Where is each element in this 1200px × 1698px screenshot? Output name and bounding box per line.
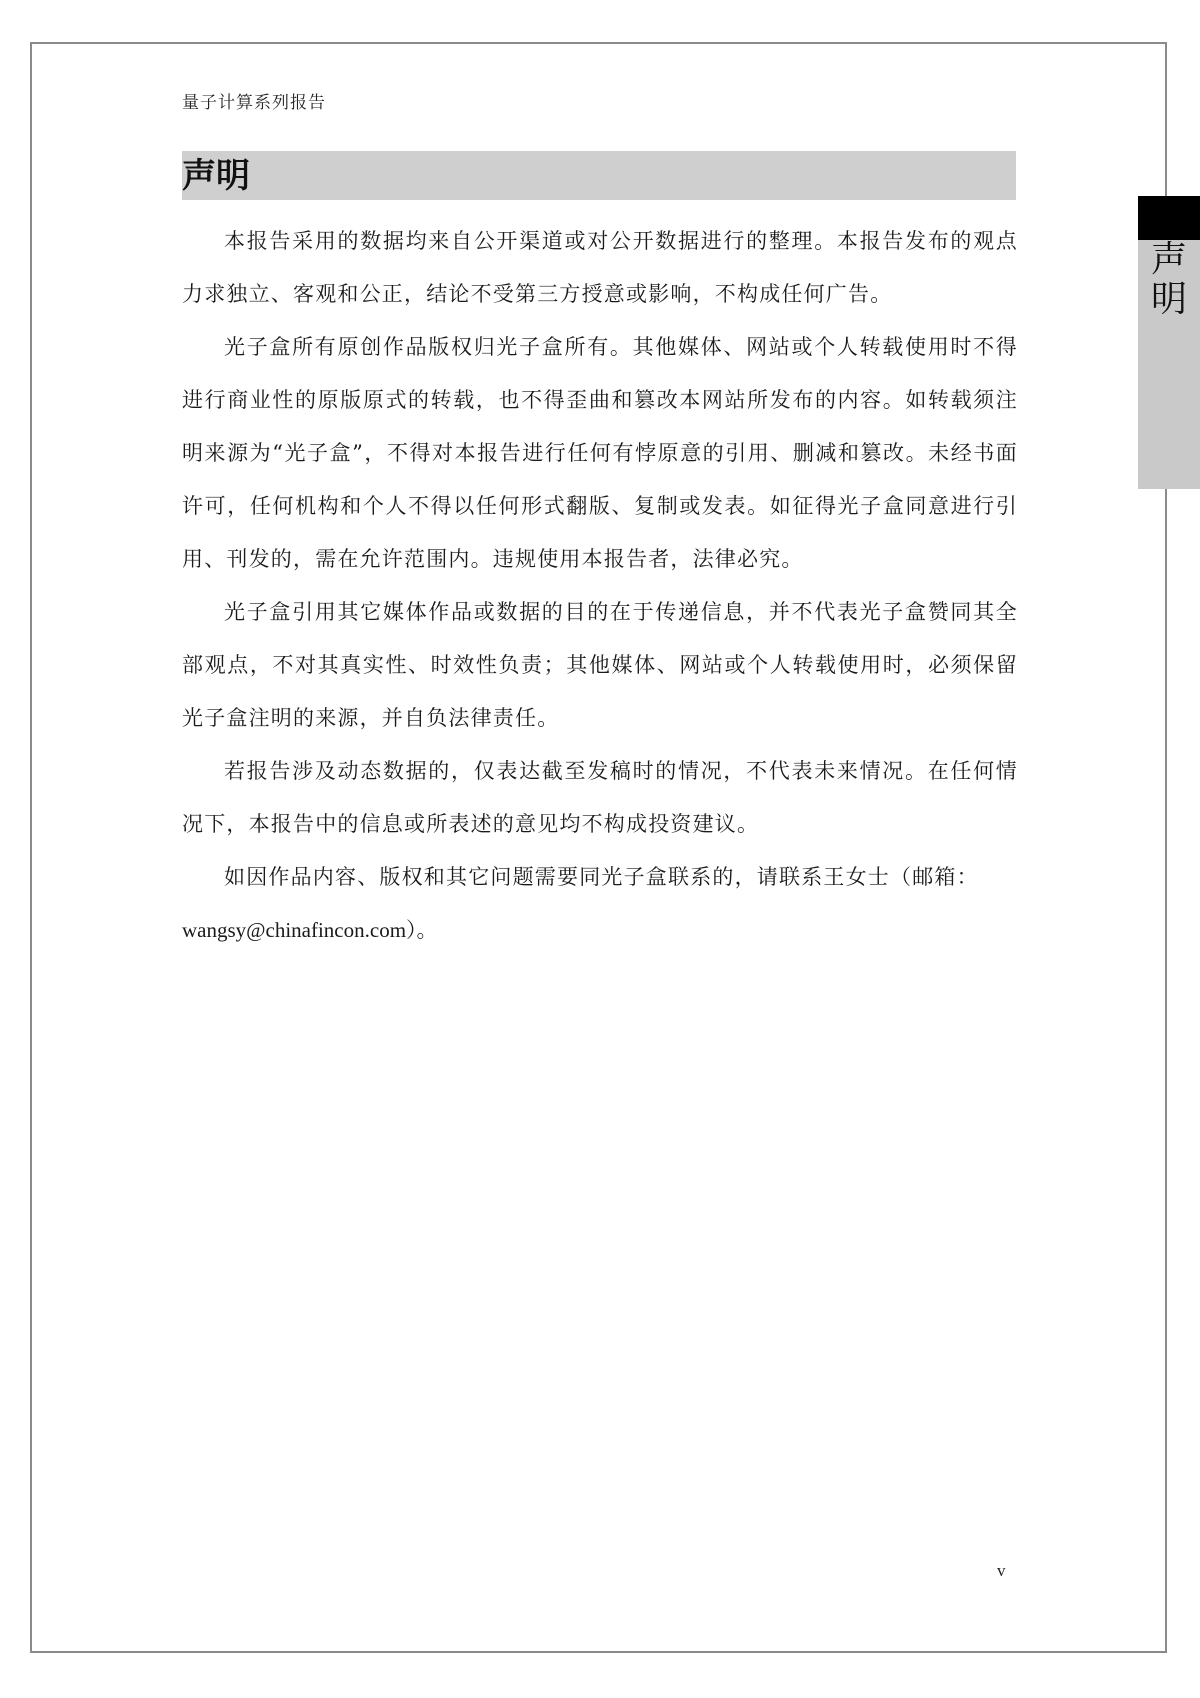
paragraph-contact: 如因作品内容、版权和其它问题需要同光子盒联系的，请联系王女士（邮箱：: [224, 865, 979, 889]
page-number: v: [997, 1561, 1006, 1580]
contact-email[interactable]: wangsy@chinafincon.com）。: [182, 918, 438, 942]
side-section-tab: [1138, 196, 1200, 489]
section-title: 声明: [182, 156, 250, 196]
side-tab-cap: [1138, 196, 1200, 240]
paragraph-dynamic-data: 若报告涉及动态数据的，仅表达截至发稿时的情况，不代表未来情况。在任何情况下，本报告中的信息或所表述的意见均不构成投资建议。: [182, 759, 1018, 836]
paragraph-citations: 光子盒引用其它媒体作品或数据的目的在于传递信息，并不代表光子盒赞同其全部观点，不对其真实性、时效性负责；其他媒体、网站或个人转载使用时，必须保留光子盒注明的来源，并自负法律责任。: [182, 600, 1018, 730]
paragraph-copyright: 光子盒所有原创作品版权归光子盒所有。其他媒体、网站或个人转载使用时不得进行商业性的原版原式的转载，也不得歪曲和篡改本网站所发布的内容。如转载须注明来源为“光子盒”，不得对本报告进行任何有悖原意的引用、删减和篡改。未经书面许可，任何机构和个人不得以任何形式翻版、复制或发表。如征得光子盒同意进行引用、刊发的，需在允许范围内。违规使用本报告者，法律必究。: [182, 335, 1018, 571]
side-tab-label: 声 明: [1150, 239, 1187, 320]
paragraph-data-sources: 本报告采用的数据均来自公开渠道或对公开数据进行的整理。本报告发布的观点力求独立、客观和公正，结论不受第三方授意或影响，不构成任何广告。: [182, 229, 1018, 306]
section-heading-bar: [182, 151, 1016, 200]
running-header: 量子计算系列报告: [182, 93, 326, 113]
statement-body: [182, 215, 1018, 957]
